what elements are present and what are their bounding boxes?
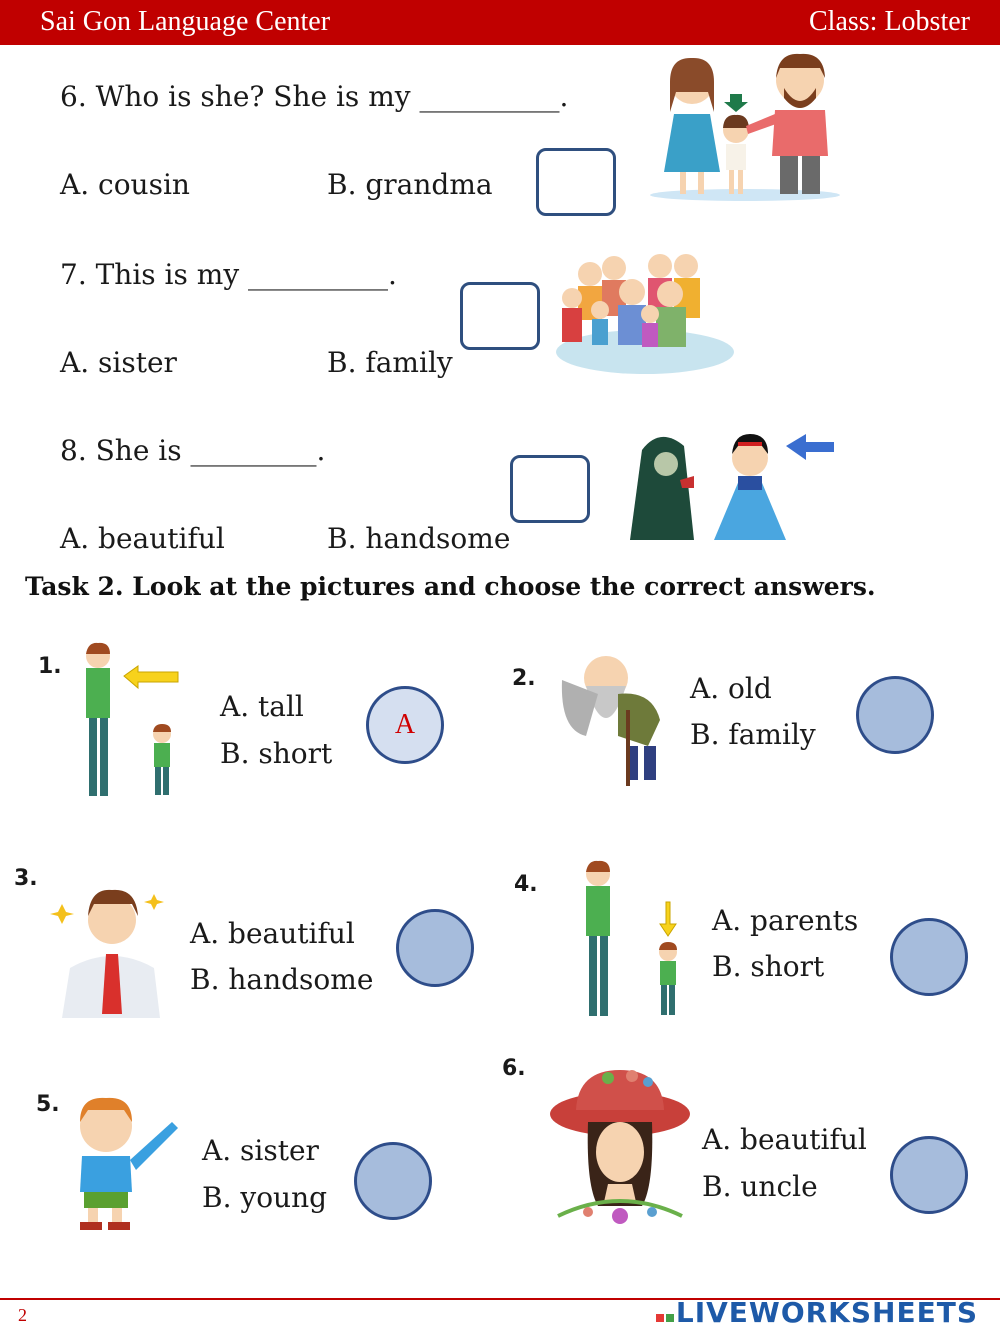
item-1-option-a: A. tall [220,690,304,723]
question-8: 8. She is _________. [60,434,326,467]
tall-and-short-illustration [78,642,182,802]
item-5-option-b: B. young [202,1181,328,1214]
item-3-number: 3. [14,866,38,891]
item-5-number: 5. [36,1092,60,1117]
brand-text: LIVEWORKSHEETS [675,1296,978,1329]
item-6-option-a: A. beautiful [702,1123,867,1156]
item-3-option-a: A. beautiful [190,917,355,950]
q8-answer-box[interactable] [510,455,590,523]
item-3-option-b: B. handsome [190,963,374,996]
q6-option-a: A. cousin [60,168,190,201]
item-4-number: 4. [514,872,538,897]
item-1-answer-circle[interactable]: A [366,686,444,764]
witch-and-princess-illustration [620,430,836,542]
task2-title: Task 2. Look at the pictures and choose the correct answers. [25,572,876,601]
logo-square-red-icon [656,1314,664,1322]
item-4-answer-circle[interactable] [890,918,968,996]
liveworksheets-logo [656,1296,978,1329]
item-3-answer-circle[interactable] [396,909,474,987]
logo-square-green-icon [666,1314,674,1322]
big-family-illustration [556,252,734,376]
item-2-option-a: A. old [690,672,772,705]
q6-answer-box[interactable] [536,148,616,216]
young-boy-illustration [62,1092,188,1232]
item-2-option-b: B. family [690,718,816,751]
q7-option-a: A. sister [60,346,177,379]
item-2-answer-circle[interactable] [856,676,934,754]
header-bar [0,0,1000,45]
question-6: 6. Who is she? She is my __________. [60,80,569,113]
item-4-option-b: B. short [712,950,825,983]
short-boy-illustration [578,860,684,1022]
q8-option-a: A. beautiful [60,522,225,555]
school-name: Sai Gon Language Center [40,6,331,37]
q7-answer-box[interactable] [460,282,540,350]
item-5-answer-circle[interactable] [354,1142,432,1220]
item-5-option-a: A. sister [202,1134,319,1167]
question-7: 7. This is my __________. [60,258,397,291]
handsome-man-illustration [56,884,184,1020]
beautiful-woman-illustration [548,1066,692,1234]
item-6-option-b: B. uncle [702,1170,818,1203]
old-man-illustration [556,650,676,790]
item-4-option-a: A. parents [712,904,859,937]
q7-option-b: B. family [327,346,453,379]
item-2-number: 2. [512,666,536,691]
item-1-option-b: B. short [220,737,333,770]
q6-option-b: B. grandma [327,168,493,201]
class-label: Class: Lobster [809,6,970,37]
family-illustration [650,52,840,202]
item-6-number: 6. [502,1056,526,1081]
item-6-answer-circle[interactable] [890,1136,968,1214]
page-number: 2 [18,1305,27,1325]
q8-option-b: B. handsome [327,522,511,555]
item-1-number: 1. [38,654,62,679]
